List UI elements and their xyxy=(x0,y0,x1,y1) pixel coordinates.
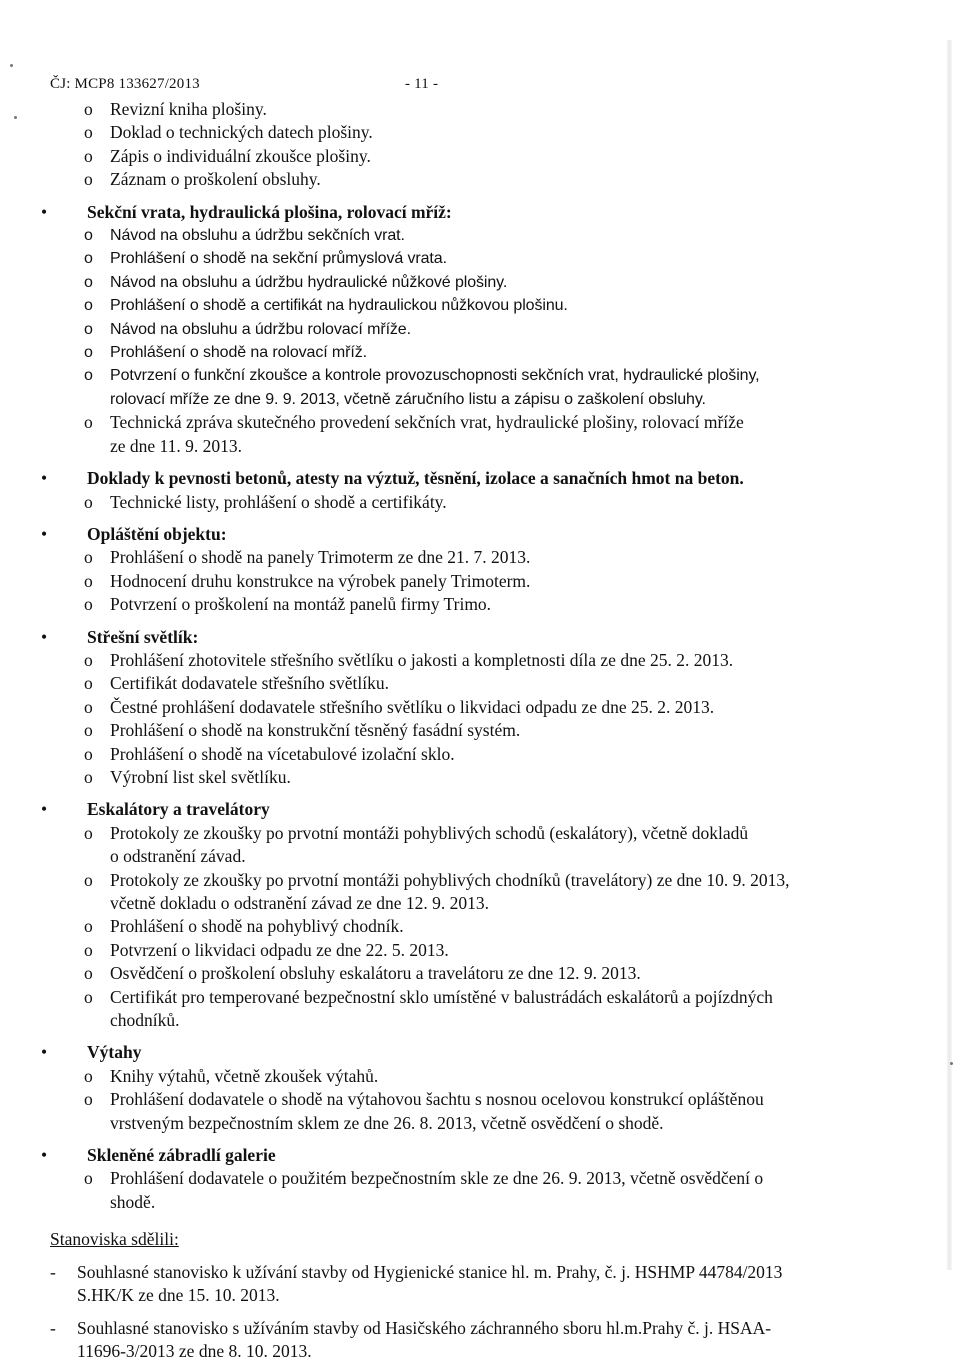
sub-item-marker: o xyxy=(84,122,93,143)
document-body xyxy=(0,98,960,1363)
sub-item-text: Certifikát pro temperované bezpečnostní sklo umístěné v balustrádách eskalátorů a pojízdných xyxy=(110,986,773,1007)
sub-item-marker: o xyxy=(84,743,93,764)
list-sub-item xyxy=(0,593,960,616)
sub-item-marker: o xyxy=(84,491,93,512)
sub-item-marker: o xyxy=(84,547,93,568)
list-sub-item xyxy=(0,294,960,317)
sub-item-marker: o xyxy=(84,297,93,315)
section-heading-item xyxy=(0,626,960,649)
list-sub-item xyxy=(0,743,960,766)
section-heading-item xyxy=(0,1041,960,1064)
list-sub-item xyxy=(0,822,960,845)
sub-item-text: Technické listy, prohlášení o shodě a certifikáty. xyxy=(110,491,447,512)
bullet-marker: • xyxy=(41,1145,48,1166)
sub-item-text: Návod na obsluhu a údržbu sekčních vrat. xyxy=(110,227,405,245)
list-sub-item xyxy=(0,986,960,1009)
sub-item-marker: o xyxy=(84,720,93,741)
continuation-text: shodě. xyxy=(110,1191,156,1212)
spacer xyxy=(0,1135,960,1144)
sub-item-marker: o xyxy=(84,673,93,694)
sub-item-text: Hodnocení druhu konstrukce na výrobek panely Trimoterm. xyxy=(110,570,531,591)
bullet-marker: • xyxy=(41,626,48,647)
sub-item-marker: o xyxy=(84,1065,93,1086)
page-number: - 11 - xyxy=(405,76,439,92)
list-sub-item xyxy=(0,570,960,593)
list-sub-item xyxy=(0,121,960,144)
sub-item-text: Revizní kniha plošiny. xyxy=(110,99,267,119)
list-item-continuation xyxy=(0,1191,960,1214)
sub-item-marker: o xyxy=(84,273,93,291)
sub-item-text: Výrobní list skel světlíku. xyxy=(110,766,291,787)
sub-item-marker: o xyxy=(84,1089,93,1110)
sub-item-text: Prohlášení o shodě na sekční průmyslová vrata. xyxy=(110,250,447,268)
sub-item-text: Prohlášení o shodě na rolovací mříž. xyxy=(110,344,367,362)
sub-item-marker: o xyxy=(84,649,93,670)
sub-item-marker: o xyxy=(84,99,93,119)
list-sub-item xyxy=(0,1088,960,1111)
sub-item-text: Prohlášení zhotovitele střešního světlíku o jakosti a kompletnosti díla ze dne 25. 2. 2013. xyxy=(110,649,734,670)
sub-item-marker: o xyxy=(84,869,93,890)
list-sub-item xyxy=(0,411,960,434)
list-sub-item xyxy=(0,719,960,742)
sub-item-text: Certifikát dodavatele střešního světlíku. xyxy=(110,673,389,694)
continuation-text: vrstveným bezpečnostním sklem ze dne 26. 8. 2013, včetně osvědčení o shodě. xyxy=(110,1112,664,1133)
list-sub-item xyxy=(0,341,960,364)
continuation-text: rolovací mříže ze dne 9. 9. 2013, včetně záručního listu a zápisu o zaškolení obsluhy. xyxy=(110,390,706,408)
sub-item-text: Prohlášení dodavatele o použitém bezpečnostním skle ze dne 26. 9. 2013, včetně osvědčení o xyxy=(110,1168,764,1189)
section-heading-item xyxy=(0,467,960,490)
list-sub-item xyxy=(0,649,960,672)
list-sub-item xyxy=(0,145,960,168)
list-item-continuation xyxy=(0,892,960,915)
reference-number: ČJ: MCP8 133627/2013 xyxy=(50,76,200,92)
sub-item-text: Návod na obsluhu a údržbu rolovací mříže. xyxy=(110,320,411,338)
sub-item-marker: o xyxy=(84,570,93,591)
section-heading-text: Výtahy xyxy=(87,1042,142,1063)
sub-item-marker: o xyxy=(84,939,93,960)
spacer xyxy=(0,617,960,626)
sub-item-text: Prohlášení dodavatele o shodě na výtahovou šachtu s nosnou ocelovou konstrukcí opláštěnou xyxy=(110,1089,764,1110)
sub-item-text: Zápis o individuální zkoušce plošiny. xyxy=(110,145,371,166)
list-sub-item xyxy=(0,1167,960,1190)
section-heading-text: Opláštění objektu: xyxy=(87,523,227,544)
list-sub-item xyxy=(0,939,960,962)
continuation-text: chodníků. xyxy=(110,1010,180,1031)
scan-speck xyxy=(10,64,13,67)
scan-speck xyxy=(14,116,17,119)
sub-item-text: Návod na obsluhu a údržbu hydraulické nůžkové plošiny. xyxy=(110,273,508,291)
stanovisko-text: Souhlasné stanovisko k užívání stavby od Hygienické stanice hl. m. Prahy, č. j. HSHMP 44784/2013 xyxy=(77,1261,783,1282)
sub-item-text: Osvědčení o proškolení obsluhy eskalátoru a travelátoru ze dne 12. 9. 2013. xyxy=(110,963,641,984)
spacer xyxy=(0,1214,960,1228)
dash-marker: - xyxy=(50,1317,56,1338)
stanovisko-text: Souhlasné stanovisko s užíváním stavby od Hasičského záchranného sboru hl.m.Prahy č. j. HSAA- xyxy=(77,1317,772,1338)
bullet-marker: • xyxy=(41,1042,48,1063)
list-sub-item xyxy=(0,1065,960,1088)
list-sub-item xyxy=(0,672,960,695)
list-sub-item xyxy=(0,766,960,789)
list-sub-item xyxy=(0,696,960,719)
sub-item-marker: o xyxy=(84,963,93,984)
list-sub-item xyxy=(0,915,960,938)
sub-item-marker: o xyxy=(84,344,93,362)
sub-item-text: Knihy výtahů, včetně zkoušek výtahů. xyxy=(110,1065,379,1086)
spacer xyxy=(0,514,960,523)
list-sub-item xyxy=(0,869,960,892)
section-heading-text: Sekční vrata, hydraulická plošina, rolovací mříž: xyxy=(87,201,452,222)
stanovisko-continuation xyxy=(0,1284,960,1307)
sub-item-text: Potvrzení o likvidaci odpadu ze dne 22. 5. 2013. xyxy=(110,939,449,960)
scan-edge-shadow xyxy=(946,40,952,1270)
sub-item-text: Potvrzení o proškolení na montáž panelů firmy Trimo. xyxy=(110,594,492,615)
sub-item-text: Prohlášení o shodě na vícetabulové izolační sklo. xyxy=(110,743,455,764)
sub-item-marker: o xyxy=(84,169,93,190)
scan-speck xyxy=(950,1062,953,1065)
sub-item-text: Technická zpráva skutečného provedení sekčních vrat, hydraulické plošiny, rolovací mříže xyxy=(110,412,744,433)
list-item-continuation xyxy=(0,435,960,458)
section-heading-item xyxy=(0,798,960,821)
sub-item-marker: o xyxy=(84,367,93,385)
dash-marker: - xyxy=(50,1261,56,1282)
continuation-text: včetně dokladu o odstranění závad ze dne 12. 9. 2013. xyxy=(110,893,490,913)
stanovisko-item xyxy=(0,1261,960,1284)
stanovisko-text-continued: S.HK/K ze dne 15. 10. 2013. xyxy=(77,1285,280,1306)
list-sub-item xyxy=(0,98,960,121)
sub-item-text: Protokoly ze zkoušky po prvotní montáži pohyblivých chodníků (travelátory) ze dne 10. 9. 2013, xyxy=(110,869,790,890)
section-heading-item xyxy=(0,523,960,546)
sub-item-marker: o xyxy=(84,320,93,338)
list-sub-item xyxy=(0,962,960,985)
sub-item-text: Potvrzení o funkční zkoušce a kontrole provozuschopnosti sekčních vrat, hydraulické plošiny, xyxy=(110,367,760,385)
sub-item-text: Prohlášení o shodě na pohyblivý chodník. xyxy=(110,916,404,937)
section-heading-item xyxy=(0,1144,960,1167)
sub-item-text: Prohlášení o shodě na konstrukční těsněný fasádní systém. xyxy=(110,720,521,741)
stanovisko-continuation xyxy=(0,1340,960,1363)
list-item-continuation xyxy=(0,845,960,868)
spacer xyxy=(0,789,960,798)
sub-item-text: Doklad o technických datech plošiny. xyxy=(110,122,373,143)
section-heading-text: Doklady k pevnosti betonů, atesty na výztuž, těsnění, izolace a sanačních hmot na beton. xyxy=(87,468,744,489)
bullet-marker: • xyxy=(41,523,48,544)
list-item-continuation xyxy=(0,1112,960,1135)
list-sub-item xyxy=(0,224,960,247)
list-item-continuation xyxy=(0,1009,960,1032)
spacer xyxy=(0,1308,960,1317)
bullet-marker: • xyxy=(41,468,48,489)
sub-item-marker: o xyxy=(84,227,93,245)
list-sub-item xyxy=(0,168,960,191)
sub-item-marker: o xyxy=(84,822,93,843)
list-sub-item xyxy=(0,364,960,387)
bullet-marker: • xyxy=(41,799,48,820)
spacer xyxy=(0,192,960,201)
stanovisko-item xyxy=(0,1317,960,1340)
sub-item-text: Protokoly ze zkoušky po prvotní montáži pohyblivých schodů (eskalátory), včetně dokladů xyxy=(110,822,749,843)
stanovisko-text-continued: 11696-3/2013 ze dne 8. 10. 2013. xyxy=(77,1340,312,1361)
stanoviska-heading: Stanoviska sdělili: xyxy=(50,1229,179,1250)
spacer xyxy=(0,458,960,467)
sub-item-text: Záznam o proškolení obsluhy. xyxy=(110,169,321,190)
sub-item-marker: o xyxy=(84,594,93,615)
sub-item-marker: o xyxy=(84,145,93,166)
list-sub-item xyxy=(0,318,960,341)
continuation-text: o odstranění závad. xyxy=(110,846,246,867)
sub-item-marker: o xyxy=(84,766,93,787)
sub-item-marker: o xyxy=(84,696,93,717)
list-sub-item xyxy=(0,491,960,514)
section-heading-item xyxy=(0,201,960,224)
list-sub-item xyxy=(0,271,960,294)
list-sub-item xyxy=(0,247,960,270)
sub-item-marker: o xyxy=(84,916,93,937)
section-heading-text: Skleněné zábradlí galerie xyxy=(87,1145,276,1166)
sub-item-text: Čestné prohlášení dodavatele střešního světlíku o likvidaci odpadu ze dne 25. 2. 2013. xyxy=(110,696,715,717)
sub-item-marker: o xyxy=(84,986,93,1007)
sub-item-text: Prohlášení o shodě na panely Trimoterm ze dne 21. 7. 2013. xyxy=(110,547,531,568)
sub-item-text: Prohlášení o shodě a certifikát na hydraulickou nůžkovou plošinu. xyxy=(110,297,568,315)
section-heading-text: Eskalátory a travelátory xyxy=(87,799,270,820)
sub-item-marker: o xyxy=(84,1168,93,1189)
spacer xyxy=(0,1252,960,1261)
continuation-text: ze dne 11. 9. 2013. xyxy=(110,435,243,456)
sub-item-marker: o xyxy=(84,250,93,268)
section-heading-text: Střešní světlík: xyxy=(87,626,199,647)
bullet-marker: • xyxy=(41,201,48,222)
list-sub-item xyxy=(0,546,960,569)
spacer xyxy=(0,1032,960,1041)
list-item-continuation xyxy=(0,388,960,411)
sub-item-marker: o xyxy=(84,412,93,433)
